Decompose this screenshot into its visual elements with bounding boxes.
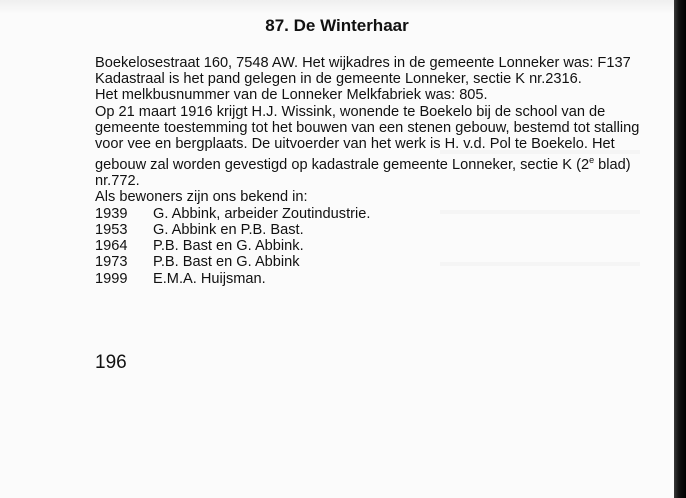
melkbus-paragraph: Het melkbusnummer van de Lonneker Melkfabriek was: 805.: [95, 87, 488, 104]
body-text: [95, 55, 655, 287]
resident-name: P.B. Bast en G. Abbink: [153, 254, 300, 271]
history-superscript: e: [589, 155, 595, 166]
resident-year: 1964: [95, 238, 128, 255]
resident-year: 1953: [95, 221, 128, 238]
residents-list: [95, 206, 655, 287]
resident-row: [95, 271, 655, 287]
resident-year: 1999: [95, 270, 128, 287]
residents-intro: Als bewoners zijn ons bekend in:: [95, 189, 308, 206]
page-title: 87. De Winterhaar: [265, 16, 409, 35]
history-paragraph: [95, 104, 655, 190]
resident-row: [95, 206, 655, 222]
address-paragraph: Boekelosestraat 160, 7548 AW. Het wijkadres in de gemeente Lonneker was: F137: [95, 55, 631, 71]
book-spine-shadow: [674, 0, 686, 498]
kadaster-paragraph: Kadastraal is het pand gelegen in de gemeente Lonneker, sectie K nr.2316.: [95, 71, 582, 88]
resident-year: 1939: [95, 205, 128, 222]
resident-row: [95, 222, 655, 238]
bleed-through-strip: [0, 0, 674, 14]
history-text-end: blad) nr.772.: [95, 157, 631, 190]
resident-year: 1973: [95, 254, 128, 271]
resident-name: G. Abbink en P.B. Bast.: [153, 221, 304, 238]
resident-name: E.M.A. Huijsman.: [153, 270, 266, 287]
resident-row: [95, 254, 655, 270]
resident-name: G. Abbink, arbeider Zoutindustrie.: [153, 205, 371, 222]
resident-name: P.B. Bast en G. Abbink.: [153, 238, 304, 255]
history-text: Op 21 maart 1916 krijgt H.J. Wissink, wonende te Boekelo bij de school van de gemeente toestemming tot het bouwen van een stenen gebouw, bestemd tot stalling voor vee en bergplaats. De uitvoerder van het werk is H. v.d. Pol te Boekelo. Het gebouw zal worden gevestigd op kadastrale gemeente Lonneker, sectie K (2: [95, 103, 640, 174]
page-number: 196: [95, 352, 127, 373]
resident-row: [95, 238, 655, 254]
